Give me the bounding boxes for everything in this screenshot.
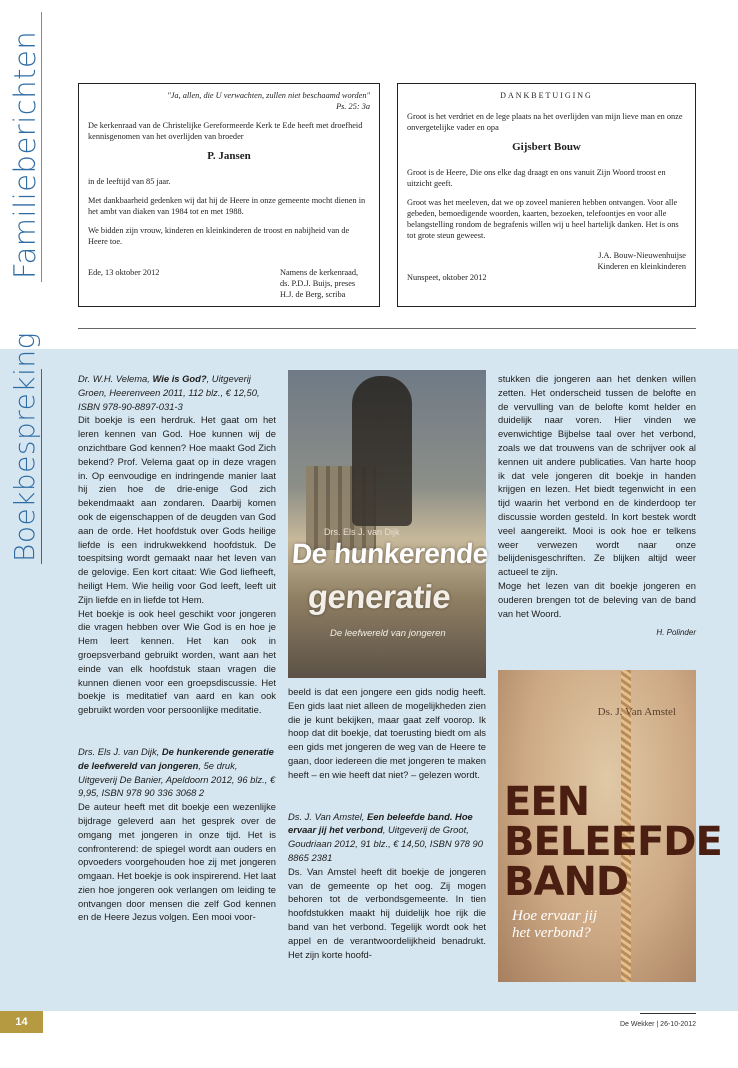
notice-paragraph: Met dankbaarheid gedenken wij dat hij de Heere in onze gemeente mocht dienen in het ambt van diaken van 1984 tot en met 1988. bbox=[88, 196, 366, 216]
review-paragraph: De auteur heeft met dit boekje een wezenlijke bijdrage geleverd aan het gesprek over de omgang met jongeren in onze tijd. Het is confronterend: de spiegel wordt aan ouders en opvoeders voorgehouden hoe zij met jongeren omgaan. Het boekje is ook inspirerend. Het laat zien hoe jongeren ook verlangen om leiding te ontvangen door mensen die zelf God kennen en de Heere Jezus volgen. Een mooi voor- bbox=[78, 801, 276, 923]
notice-paragraph: Groot is de Heere, Die ons elke dag draagt en ons vanuit Zijn Woord troost en uitzicht geeft. bbox=[407, 168, 666, 188]
deceased-name: Gijsbert Bouw bbox=[512, 141, 581, 153]
notice-intro: Groot is het verdriet en de lege plaats na het overlijden van mijn lieve man en onze onvergetelijke vader en opa bbox=[407, 112, 683, 132]
thank-you-notice bbox=[397, 83, 696, 307]
section-label-familieberichten: Familieberichten bbox=[8, 30, 42, 279]
notice-paragraph: We bidden zijn vrouw, kinderen en kleinkinderen de troost en nabijheid van de Heere toe. bbox=[88, 226, 350, 246]
book-author: Dr. W.H. Velema, bbox=[78, 373, 153, 384]
cover-title-line: generatie bbox=[306, 578, 452, 615]
review-paragraph: Het boekje is ook heel geschikt voor jongeren die vragen hebben over Wie God is en hoe je Hem leert kennen. Het kan ook in groepsverband gebruikt worden, want aan het einde van elk hoofdstuk staan vragen die kunnen dienen voor een groepsdiscussie. Het boekje is meditatief van aard en kan ook gebruikt worden voor persoonlijke meditatie. bbox=[78, 607, 276, 716]
notice-age: in de leeftijd van 85 jaar. bbox=[88, 177, 171, 186]
cover-title-line: BELEEFDE bbox=[504, 819, 722, 865]
cover-subtitle-line: het verbond? bbox=[512, 925, 591, 941]
signature-line: H.J. de Berg, scriba bbox=[280, 290, 346, 299]
review-paragraph: Dit boekje is een herdruk. Het gaat om het leren kennen van God. Hoe kunnen wij de onzichtbare God kennen? Hoe maakt God Zich bekend? Prof. Velema gaat op in deze vragen in. Op eenvoudige en indringende manier laat hij zien hoe de drie-enige God zich bekendmaakt aan zondaren. Daarbij komen ook de eigenschappen of de deugden van God aan de orde. Het hoofdstuk over Gods heilige liefde is een indrukwekkend hoofdstuk. De toespitsing wordt gemaakt naar het leven van de gelovige. Een kort citaat: Wie God liefheeft, heiligt Hem. Wie heilig voor God leeft, leeft uit Zijn liefde en in liefde tot Hem. bbox=[78, 414, 276, 605]
death-notice-church bbox=[78, 83, 380, 307]
notice-intro: De kerkenraad van de Christelijke Gereformeerde Kerk te Ede heeft met droefheid kennisgenomen van het overlijden van broeder bbox=[88, 121, 363, 141]
review-paragraph: beeld is dat een jongere een gids nodig heeft. Een gids laat niet alleen de mogelijkheden zien die je kunt bekijken, maar gaat zelf voorop. Ik hoop dat dit boekje, dat toerusting biedt om als een gids met jongeren de weg van de Heere te gaan, door iedereen die met jongeren te maken heeft – en wie heeft dat niet? – gelezen wordt. bbox=[288, 686, 486, 780]
review-bibliography bbox=[288, 810, 486, 865]
cover-subtitle bbox=[512, 908, 597, 942]
notice-quote-reference: Ps. 25: 3a bbox=[336, 102, 370, 111]
book-title: Een beleefde band. Hoe ervaar jij het verbond bbox=[288, 810, 473, 836]
book-cover-hunkerende-generatie bbox=[288, 370, 489, 678]
deceased-name: P. Jansen bbox=[207, 150, 251, 162]
book-details: , Uitgeverij Groen, Heerenveen 2011, 112 blz., € 12,50, ISBN 978-90-8897-031-3 bbox=[78, 373, 260, 412]
page-number: 14 bbox=[0, 1011, 43, 1033]
signature-line: Kinderen en kleinkinderen bbox=[597, 262, 686, 271]
book-cover-een-beleefde-band bbox=[498, 670, 722, 982]
notice-place-date: Ede, 13 oktober 2012 bbox=[88, 268, 160, 277]
notice-quote: "Ja, allen, die U verwachten, zullen niet beschaamd worden" bbox=[167, 91, 370, 100]
review-paragraph: stukken die jongeren aan het denken willen zetten. Het onderscheid tussen de belofte en de vervulling van de belofte komt helder en duidelijk naar voren. Hier vinden we evenwichtige Bijbelse taal over het verbond, zoals we dat trouwens van de schrijver ook al kennen uit andere publicaties. Van harte hoop ik dat vele jongeren dit boekje in handen krijgen en lezen. Het biedt tegenwicht in een tijd waarin het verbond en de kinderdoop ter discussie worden gesteld. In kort bestek wordt veel aangereikt. Mooi is ook hoe er telkens weer verwezen wordt naar onze belijdenisgeschriften. Ze blijken altijd weer actueel te zijn. bbox=[498, 373, 696, 578]
notice-title: DANKBETUIGING bbox=[500, 91, 593, 100]
text-column-1 bbox=[78, 372, 276, 924]
text-column-2 bbox=[288, 685, 486, 961]
cover-title-line: EEN bbox=[504, 779, 590, 825]
book-author: Drs. Els J. van Dijk, bbox=[78, 745, 162, 757]
book-title: De hunkerende generatie de leefwereld van jongeren bbox=[78, 745, 274, 771]
signature-line: J.A. Bouw-Nieuwenhuijse bbox=[598, 251, 686, 260]
notice-signature bbox=[280, 267, 370, 300]
review-bibliography bbox=[78, 745, 276, 800]
cover-subtitle-line: Hoe ervaar jij bbox=[512, 908, 597, 924]
cover-title-line: De hunkerende bbox=[290, 538, 489, 569]
text-column-3 bbox=[498, 372, 696, 640]
review-bibliography bbox=[78, 372, 276, 413]
cover-subtitle: De leefwereld van jongeren bbox=[330, 628, 446, 639]
signature-line: ds. P.D.J. Buijs, preses bbox=[280, 279, 356, 288]
notice-place-date: Nunspeet, oktober 2012 bbox=[407, 273, 487, 282]
horizontal-divider bbox=[78, 328, 696, 329]
signature-line: Namens de kerkenraad, bbox=[280, 268, 359, 277]
book-title: Wie is God? bbox=[152, 373, 207, 384]
cover-author: Ds. J. Van Amstel bbox=[597, 706, 676, 718]
book-details: , 5e druk, Uitgeverij De Banier, Apeldoorn 2012, 96 blz., € 9,95, ISBN 978 90 336 3068 2 bbox=[78, 759, 276, 799]
cover-title-line: BAND bbox=[504, 859, 629, 905]
book-author: Ds. J. Van Amstel, bbox=[288, 810, 368, 822]
publication-footer: De Wekker | 26-10-2012 bbox=[619, 1021, 696, 1028]
cover-author: Drs. Els J. van Dijk bbox=[324, 527, 400, 537]
notice-signature-row bbox=[88, 267, 370, 300]
notice-paragraph: Groot was het meeleven, dat we op zoveel manieren hebben ontvangen. Voor alle gebeden, bemoedigende woorden, kaarten, bezoeken, telefoontjes en voor alle belangstelling rondom de begrafenis willen wij u heel hartelijk danken. Het is ons tot grote steun geweest. bbox=[407, 198, 679, 240]
reviewer-name: H. Polinder bbox=[656, 628, 696, 638]
footer-area bbox=[0, 1011, 738, 1068]
section-label-boekbespreking: Boekbespreking bbox=[8, 332, 41, 562]
cover-person-graphic bbox=[352, 376, 412, 526]
footer-rule bbox=[640, 1013, 696, 1014]
review-paragraph: Ds. Van Amstel heeft dit boekje de jongeren van de gemeente op het oog. Zij mogen behoren tot de verbondsgemeente. In tien hoofdstukken maakt hij duidelijk hoe rijk die band van het verbond. Tegelijk wordt ook het appel en de verantwoordelijkheid benadrukt. Het zijn korte hoofd- bbox=[288, 865, 486, 960]
notice-signature bbox=[407, 250, 686, 272]
section-divider-line bbox=[41, 369, 42, 564]
book-details: , Uitgeverij de Groot, Goudriaan 2012, 91 blz., € 14,50, ISBN 978 90 8865 2381 bbox=[288, 824, 483, 863]
review-paragraph: Moge het lezen van dit boekje jongeren en ouderen brengen tot de beleving van de band van het Woord. bbox=[498, 579, 696, 619]
